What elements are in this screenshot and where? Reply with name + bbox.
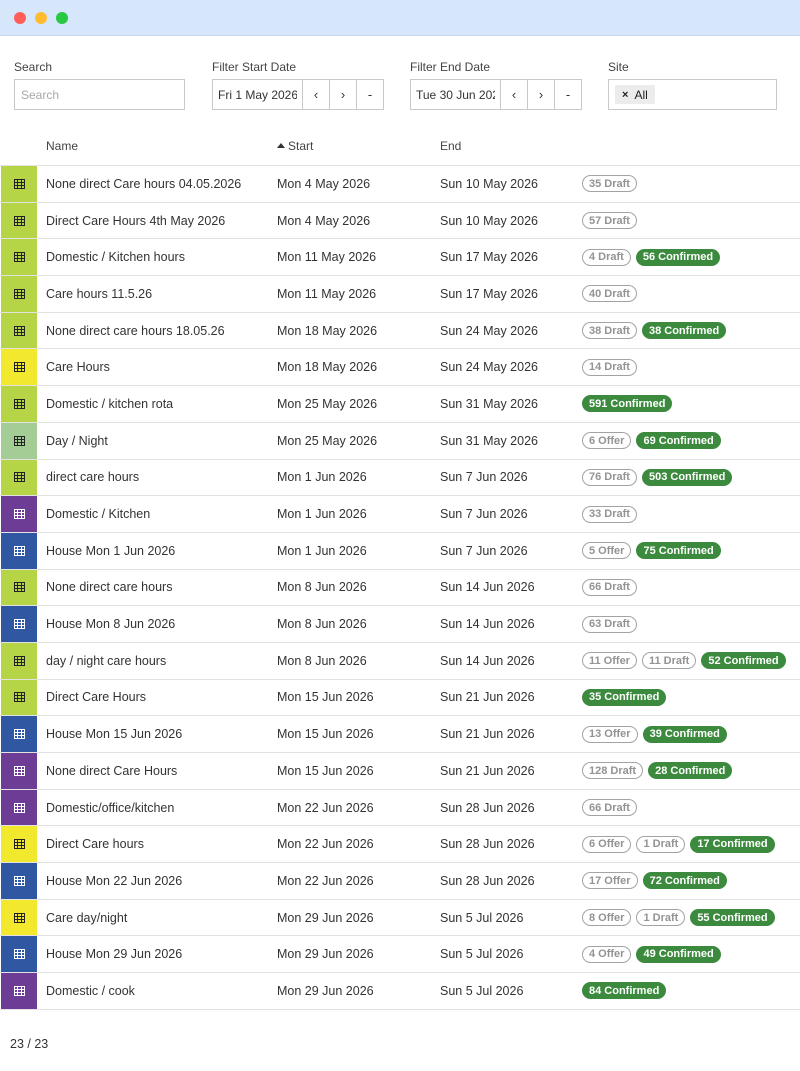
rota-end-date: Sun 10 May 2026 xyxy=(440,213,538,228)
rota-color-swatch xyxy=(1,166,37,202)
remove-tag-icon[interactable]: × xyxy=(622,88,629,101)
rota-table-body xyxy=(0,166,800,1010)
draft-badge: 14 Draft xyxy=(582,359,637,376)
status-badges xyxy=(582,826,775,862)
confirmed-badge: 39 Confirmed xyxy=(643,726,727,743)
rota-start-date: Mon 22 Jun 2026 xyxy=(277,837,374,852)
rota-end-date: Sun 7 Jun 2026 xyxy=(440,507,528,522)
status-badges xyxy=(582,239,720,275)
rota-name: direct care hours xyxy=(46,470,140,485)
rota-end-date: Sun 17 May 2026 xyxy=(440,286,538,301)
end-date-prev-button[interactable]: ‹ xyxy=(500,80,527,109)
column-header-start[interactable] xyxy=(277,139,313,153)
calendar-grid-icon xyxy=(14,509,25,519)
status-badges xyxy=(582,973,666,1009)
calendar-grid-icon xyxy=(14,472,25,482)
table-row[interactable] xyxy=(0,863,800,900)
confirmed-badge: 503 Confirmed xyxy=(642,469,732,486)
status-badges xyxy=(582,606,637,642)
rota-name: House Mon 8 Jun 2026 xyxy=(46,617,176,632)
end-date-next-button[interactable]: › xyxy=(527,80,554,109)
rota-start-date: Mon 1 Jun 2026 xyxy=(277,507,367,522)
rota-color-swatch xyxy=(1,460,37,496)
draft-badge: 63 Draft xyxy=(582,616,637,633)
rota-color-swatch xyxy=(1,203,37,239)
table-row[interactable] xyxy=(0,936,800,973)
draft-badge: 11 Draft xyxy=(642,652,696,669)
calendar-grid-icon xyxy=(14,619,25,629)
status-badges xyxy=(582,900,775,936)
draft-badge: 57 Draft xyxy=(582,212,637,229)
maximize-window-icon[interactable] xyxy=(56,12,68,24)
rota-name: House Mon 1 Jun 2026 xyxy=(46,543,176,558)
rota-color-swatch xyxy=(1,753,37,789)
filter-bar xyxy=(0,58,800,118)
filter-end-date-group xyxy=(410,79,582,110)
rota-name: Domestic / Kitchen xyxy=(46,507,151,522)
status-badges xyxy=(582,460,732,496)
filter-start-date-input[interactable] xyxy=(213,80,302,109)
rota-end-date: Sun 21 Jun 2026 xyxy=(440,727,535,742)
rota-name: Domestic / cook xyxy=(46,983,135,998)
table-row[interactable] xyxy=(0,386,800,423)
rota-name: None direct Care Hours xyxy=(46,763,178,778)
rota-end-date: Sun 24 May 2026 xyxy=(440,323,538,338)
rota-start-date: Mon 29 Jun 2026 xyxy=(277,983,374,998)
rota-start-date: Mon 29 Jun 2026 xyxy=(277,910,374,925)
rota-color-swatch xyxy=(1,790,37,826)
rota-name: House Mon 22 Jun 2026 xyxy=(46,873,183,888)
rota-end-date: Sun 17 May 2026 xyxy=(440,250,538,265)
rota-name: Domestic/office/kitchen xyxy=(46,800,175,815)
rota-color-swatch xyxy=(1,900,37,936)
rota-start-date: Mon 8 Jun 2026 xyxy=(277,617,367,632)
table-row[interactable] xyxy=(0,900,800,937)
table-row[interactable] xyxy=(0,496,800,533)
rota-color-swatch xyxy=(1,276,37,312)
rota-start-date: Mon 25 May 2026 xyxy=(277,396,378,411)
table-row[interactable] xyxy=(0,313,800,350)
rota-end-date: Sun 21 Jun 2026 xyxy=(440,763,535,778)
rota-color-swatch xyxy=(1,570,37,606)
calendar-grid-icon xyxy=(14,179,25,189)
rota-end-date: Sun 14 Jun 2026 xyxy=(440,580,535,595)
rota-start-date: Mon 1 Jun 2026 xyxy=(277,470,367,485)
minimize-window-icon[interactable] xyxy=(35,12,47,24)
rota-color-swatch xyxy=(1,606,37,642)
status-badges xyxy=(582,313,726,349)
rota-end-date: Sun 5 Jul 2026 xyxy=(440,910,524,925)
search-label: Search xyxy=(14,60,53,74)
draft-badge: 35 Draft xyxy=(582,175,637,192)
rota-name: House Mon 29 Jun 2026 xyxy=(46,947,183,962)
rota-start-date: Mon 18 May 2026 xyxy=(277,360,378,375)
table-row[interactable] xyxy=(0,680,800,717)
rota-start-date: Mon 11 May 2026 xyxy=(277,250,377,265)
rota-end-date: Sun 5 Jul 2026 xyxy=(440,983,524,998)
rota-start-date: Mon 8 Jun 2026 xyxy=(277,580,367,595)
offer-badge: 11 Offer xyxy=(582,652,637,669)
status-badges xyxy=(582,496,637,532)
site-label: Site xyxy=(608,60,629,74)
calendar-grid-icon xyxy=(14,399,25,409)
rota-start-date: Mon 4 May 2026 xyxy=(277,176,371,191)
offer-badge: 4 Offer xyxy=(582,946,631,963)
rota-color-swatch xyxy=(1,863,37,899)
rota-name: Care hours 11.5.26 xyxy=(46,286,153,301)
table-row[interactable] xyxy=(0,276,800,313)
table-row[interactable] xyxy=(0,826,800,863)
table-row[interactable] xyxy=(0,533,800,570)
rota-color-swatch xyxy=(1,533,37,569)
confirmed-badge: 69 Confirmed xyxy=(636,432,720,449)
calendar-grid-icon xyxy=(14,766,25,776)
confirmed-badge: 84 Confirmed xyxy=(582,982,666,999)
rota-end-date: Sun 7 Jun 2026 xyxy=(440,543,528,558)
table-row[interactable] xyxy=(0,570,800,607)
rota-color-swatch xyxy=(1,826,37,862)
draft-badge: 33 Draft xyxy=(582,506,637,523)
rota-color-swatch xyxy=(1,496,37,532)
rota-name: Day / Night xyxy=(46,433,108,448)
rota-start-date: Mon 1 Jun 2026 xyxy=(277,543,367,558)
rota-end-date: Sun 7 Jun 2026 xyxy=(440,470,528,485)
status-badges xyxy=(582,753,732,789)
calendar-grid-icon xyxy=(14,839,25,849)
offer-badge: 8 Offer xyxy=(582,909,631,926)
rota-end-date: Sun 10 May 2026 xyxy=(440,176,538,191)
rota-color-swatch xyxy=(1,716,37,752)
status-badges xyxy=(582,423,721,459)
site-select[interactable] xyxy=(608,79,777,110)
status-badges xyxy=(582,936,721,972)
rota-color-swatch xyxy=(1,680,37,716)
rota-start-date: Mon 15 Jun 2026 xyxy=(277,763,374,778)
confirmed-badge: 17 Confirmed xyxy=(690,836,774,853)
rota-start-date: Mon 18 May 2026 xyxy=(277,323,378,338)
column-header-start-label: Start xyxy=(288,139,314,153)
calendar-grid-icon xyxy=(14,252,25,262)
rota-color-swatch xyxy=(1,423,37,459)
rota-end-date: Sun 28 Jun 2026 xyxy=(440,837,535,852)
rota-end-date: Sun 14 Jun 2026 xyxy=(440,653,535,668)
rota-end-date: Sun 24 May 2026 xyxy=(440,360,538,375)
start-date-prev-button[interactable]: ‹ xyxy=(302,80,329,109)
rota-color-swatch xyxy=(1,313,37,349)
table-row[interactable] xyxy=(0,203,800,240)
calendar-grid-icon xyxy=(14,289,25,299)
status-badges xyxy=(582,276,637,312)
calendar-grid-icon xyxy=(14,803,25,813)
offer-badge: 6 Offer xyxy=(582,836,631,853)
status-badges xyxy=(582,386,672,422)
offer-badge: 6 Offer xyxy=(582,432,631,449)
rota-end-date: Sun 31 May 2026 xyxy=(440,433,538,448)
calendar-grid-icon xyxy=(14,216,25,226)
confirmed-badge: 28 Confirmed xyxy=(648,762,732,779)
status-badges xyxy=(582,680,666,716)
filter-end-date-label: Filter End Date xyxy=(410,60,491,74)
table-row[interactable] xyxy=(0,973,800,1010)
draft-badge: 4 Draft xyxy=(582,249,631,266)
rota-start-date: Mon 4 May 2026 xyxy=(277,213,371,228)
rota-start-date: Mon 25 May 2026 xyxy=(277,433,378,448)
window-titlebar xyxy=(0,0,800,36)
column-header-name[interactable]: Name xyxy=(46,139,79,153)
end-date-clear-button[interactable]: - xyxy=(554,80,581,109)
status-badges xyxy=(582,349,637,385)
table-row[interactable] xyxy=(0,349,800,386)
rota-name: None direct Care hours 04.05.2026 xyxy=(46,176,242,191)
site-tag-label: All xyxy=(634,87,648,102)
calendar-grid-icon xyxy=(14,913,25,923)
calendar-grid-icon xyxy=(14,692,25,702)
table-row[interactable] xyxy=(0,606,800,643)
calendar-grid-icon xyxy=(14,582,25,592)
rota-color-swatch xyxy=(1,239,37,275)
rota-end-date: Sun 14 Jun 2026 xyxy=(440,617,535,632)
table-row[interactable] xyxy=(0,460,800,497)
confirmed-badge: 38 Confirmed xyxy=(642,322,726,339)
rota-start-date: Mon 15 Jun 2026 xyxy=(277,727,374,742)
calendar-grid-icon xyxy=(14,986,25,996)
rota-color-swatch xyxy=(1,386,37,422)
status-badges xyxy=(582,533,721,569)
rota-start-date: Mon 8 Jun 2026 xyxy=(277,653,367,668)
draft-badge: 38 Draft xyxy=(582,322,637,339)
calendar-grid-icon xyxy=(14,729,25,739)
filter-start-date-label: Filter Start Date xyxy=(212,60,297,74)
rota-color-swatch xyxy=(1,936,37,972)
confirmed-badge: 72 Confirmed xyxy=(643,872,727,889)
draft-badge: 40 Draft xyxy=(582,285,637,302)
confirmed-badge: 49 Confirmed xyxy=(636,946,720,963)
table-row[interactable] xyxy=(0,166,800,203)
confirmed-badge: 591 Confirmed xyxy=(582,395,672,412)
filter-end-date-input[interactable] xyxy=(411,80,500,109)
offer-badge: 13 Offer xyxy=(582,726,638,743)
calendar-grid-icon xyxy=(14,546,25,556)
table-row[interactable] xyxy=(0,239,800,276)
confirmed-badge: 55 Confirmed xyxy=(690,909,774,926)
rota-start-date: Mon 29 Jun 2026 xyxy=(277,947,374,962)
rota-name: Direct Care Hours 4th May 2026 xyxy=(46,213,226,228)
offer-badge: 5 Offer xyxy=(582,542,631,559)
status-badges xyxy=(582,863,727,899)
rota-start-date: Mon 11 May 2026 xyxy=(277,286,377,301)
draft-badge: 76 Draft xyxy=(582,469,637,486)
table-row[interactable] xyxy=(0,716,800,753)
status-badges xyxy=(582,716,727,752)
rota-end-date: Sun 21 Jun 2026 xyxy=(440,690,535,705)
rota-name: Care Hours xyxy=(46,360,110,375)
status-badges xyxy=(582,203,637,239)
table-row[interactable] xyxy=(0,753,800,790)
rota-color-swatch xyxy=(1,349,37,385)
search-input[interactable] xyxy=(14,79,185,110)
rota-end-date: Sun 5 Jul 2026 xyxy=(440,947,524,962)
rota-name: Care day/night xyxy=(46,910,128,925)
rota-name: Direct Care hours xyxy=(46,837,144,852)
rota-name: Direct Care Hours xyxy=(46,690,147,705)
rota-name: Domestic / Kitchen hours xyxy=(46,250,185,265)
draft-badge: 66 Draft xyxy=(582,799,637,816)
site-tag xyxy=(615,85,655,104)
rota-color-swatch xyxy=(1,973,37,1009)
rota-end-date: Sun 28 Jun 2026 xyxy=(440,873,535,888)
calendar-grid-icon xyxy=(14,326,25,336)
offer-badge: 17 Offer xyxy=(582,872,638,889)
status-badges xyxy=(582,570,637,606)
rota-name: None direct care hours xyxy=(46,580,173,595)
table-header xyxy=(0,128,800,166)
rota-end-date: Sun 31 May 2026 xyxy=(440,396,538,411)
draft-badge: 1 Draft xyxy=(636,909,685,926)
rota-start-date: Mon 15 Jun 2026 xyxy=(277,690,374,705)
confirmed-badge: 75 Confirmed xyxy=(636,542,720,559)
calendar-grid-icon xyxy=(14,656,25,666)
confirmed-badge: 56 Confirmed xyxy=(636,249,720,266)
rota-end-date: Sun 28 Jun 2026 xyxy=(440,800,535,815)
filter-start-date-group xyxy=(212,79,384,110)
confirmed-badge: 35 Confirmed xyxy=(582,689,666,706)
status-badges xyxy=(582,643,786,679)
calendar-grid-icon xyxy=(14,876,25,886)
rota-color-swatch xyxy=(1,643,37,679)
calendar-grid-icon xyxy=(14,436,25,446)
start-date-next-button[interactable]: › xyxy=(329,80,356,109)
draft-badge: 66 Draft xyxy=(582,579,637,596)
calendar-grid-icon xyxy=(14,362,25,372)
table-row[interactable] xyxy=(0,423,800,460)
calendar-grid-icon xyxy=(14,949,25,959)
rota-start-date: Mon 22 Jun 2026 xyxy=(277,800,374,815)
rota-start-date: Mon 22 Jun 2026 xyxy=(277,873,374,888)
rota-name: day / night care hours xyxy=(46,653,167,668)
status-badges xyxy=(582,790,637,826)
draft-badge: 128 Draft xyxy=(582,762,643,779)
confirmed-badge: 52 Confirmed xyxy=(701,652,785,669)
column-header-end[interactable]: End xyxy=(440,139,462,153)
draft-badge: 1 Draft xyxy=(636,836,685,853)
rota-name: None direct care hours 18.05.26 xyxy=(46,323,225,338)
start-date-clear-button[interactable]: - xyxy=(356,80,383,109)
table-row[interactable] xyxy=(0,643,800,680)
status-badges xyxy=(582,166,637,202)
table-row[interactable] xyxy=(0,790,800,827)
rota-name: House Mon 15 Jun 2026 xyxy=(46,727,183,742)
result-count: 23 / 23 xyxy=(10,1037,49,1051)
close-window-icon[interactable] xyxy=(14,12,26,24)
rota-name: Domestic / kitchen rota xyxy=(46,396,174,411)
sort-ascending-icon xyxy=(277,143,285,148)
